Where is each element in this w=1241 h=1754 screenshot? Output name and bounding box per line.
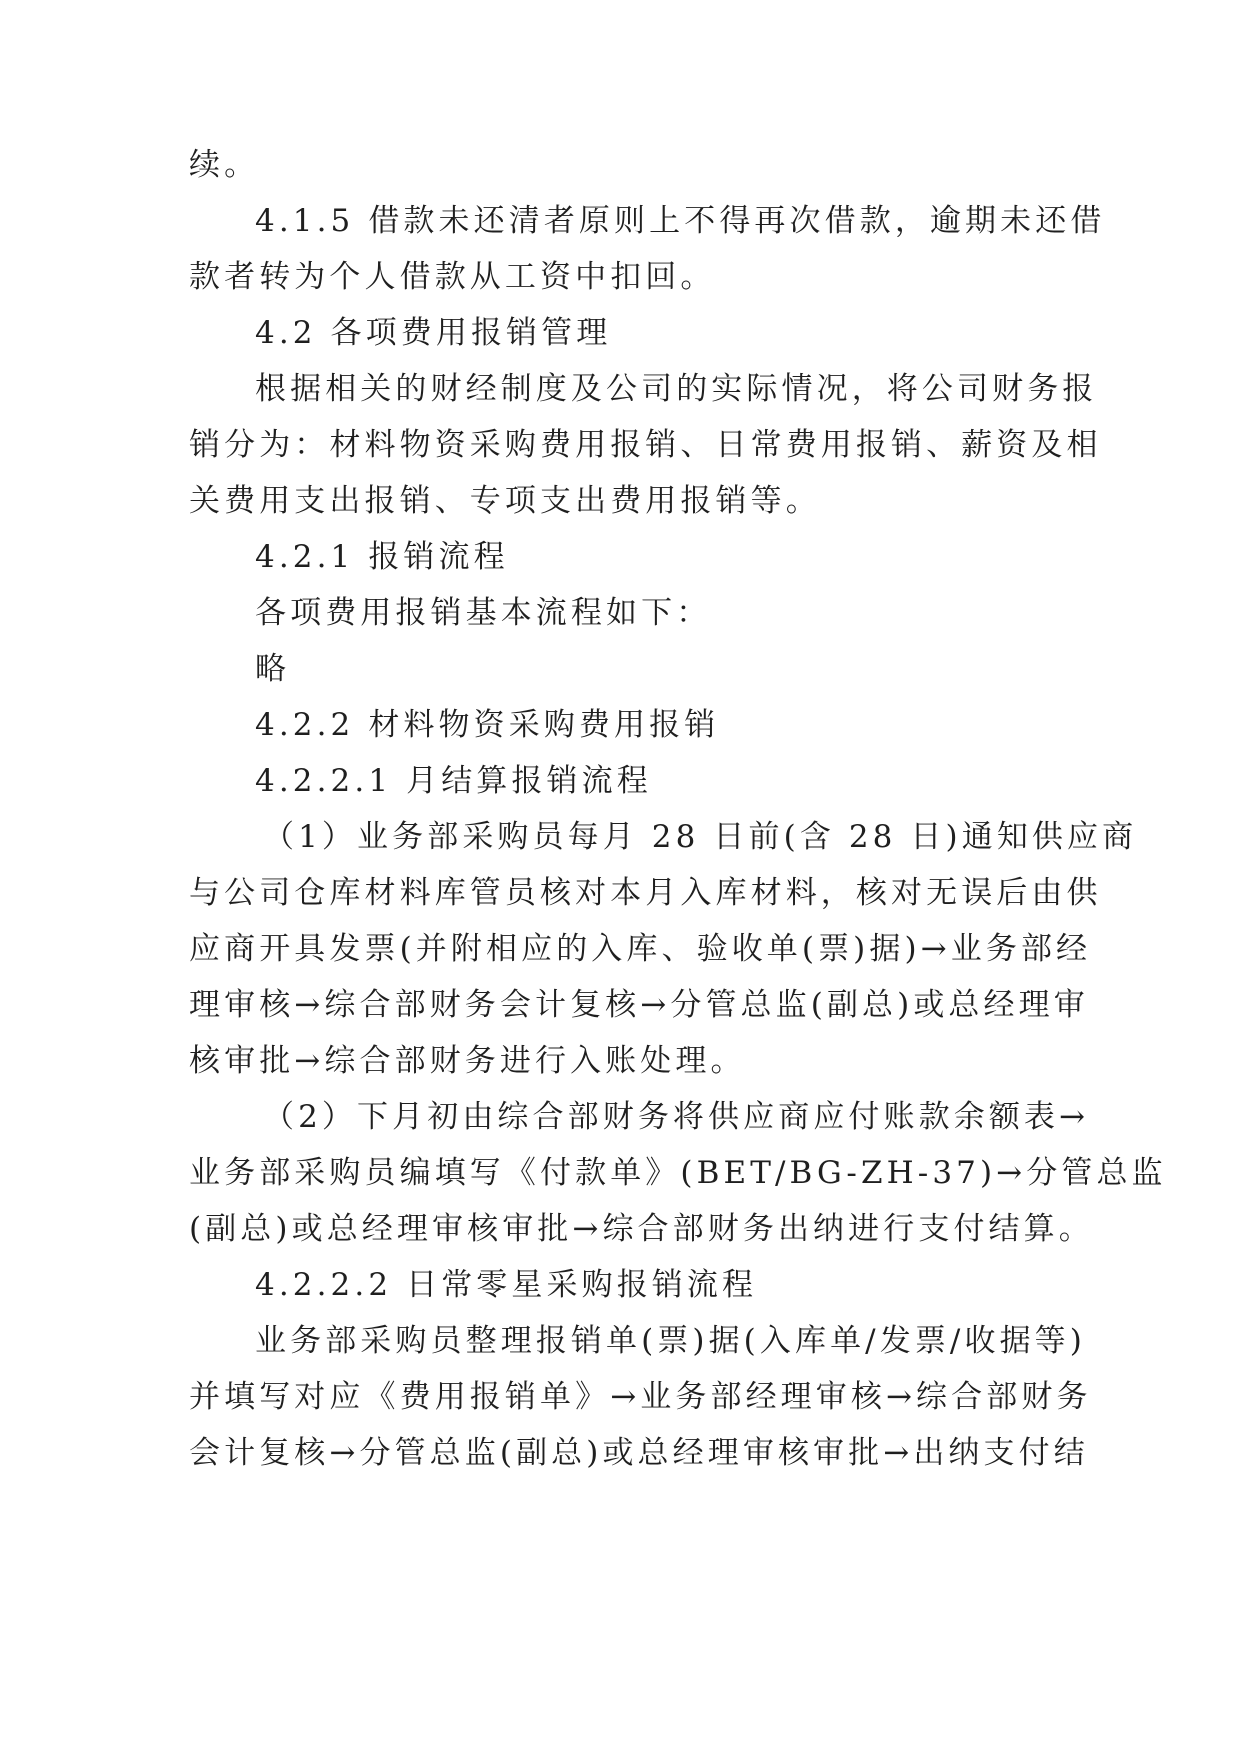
text-line: 应商开具发票(并附相应的入库、验收单(票)据)→业务部经	[189, 931, 1092, 967]
omitted-note: 略	[255, 651, 291, 687]
list-item-1: （1）业务部采购员每月 28 日前(含 28 日)通知供应商	[263, 819, 1138, 855]
section-heading-4-2: 4.2 各项费用报销管理	[255, 315, 612, 351]
paragraph-text: 根据相关的财经制度及公司的实际情况，将公司财务报	[255, 371, 1098, 407]
list-item-2: （2）下月初由综合部财务将供应商应付账款余额表→	[263, 1099, 1090, 1135]
text-line: 款者转为个人借款从工资中扣回。	[189, 259, 716, 295]
paragraph-text: 业务部采购员整理报销单(票)据(入库单/发票/收据等)	[255, 1323, 1086, 1359]
text-line: (副总)或总经理审核审批→综合部财务出纳进行支付结算。	[189, 1211, 1094, 1247]
section-heading-4-2-2-2: 4.2.2.2 日常零星采购报销流程	[255, 1267, 758, 1303]
section-4-1-5-text: 4.1.5 借款未还清者原则上不得再次借款，逾期未还借	[255, 203, 1106, 239]
section-heading-4-2-2-1: 4.2.2.1 月结算报销流程	[255, 763, 652, 799]
text-line: 关费用支出报销、专项支出费用报销等。	[189, 483, 821, 519]
text-line: 续。	[189, 147, 260, 183]
paragraph-text: 各项费用报销基本流程如下：	[255, 595, 712, 631]
text-line: 业务部采购员编填写《付款单》(BET/BG-ZH-37)→分管总监	[189, 1155, 1167, 1191]
text-line: 会计复核→分管总监(副总)或总经理审核审批→出纳支付结	[189, 1435, 1089, 1471]
section-heading-4-2-1: 4.2.1 报销流程	[255, 539, 509, 575]
text-line: 理审核→综合部财务会计复核→分管总监(副总)或总经理审	[189, 987, 1089, 1023]
section-heading-4-2-2: 4.2.2 材料物资采购费用报销	[255, 707, 720, 743]
text-line: 核审批→综合部财务进行入账处理。	[189, 1043, 746, 1079]
text-line: 与公司仓库材料库管员核对本月入库材料，核对无误后由供	[189, 875, 1102, 911]
text-line: 并填写对应《费用报销单》→业务部经理审核→综合部财务	[189, 1379, 1092, 1415]
text-line: 销分为：材料物资采购费用报销、日常费用报销、薪资及相	[189, 427, 1102, 463]
